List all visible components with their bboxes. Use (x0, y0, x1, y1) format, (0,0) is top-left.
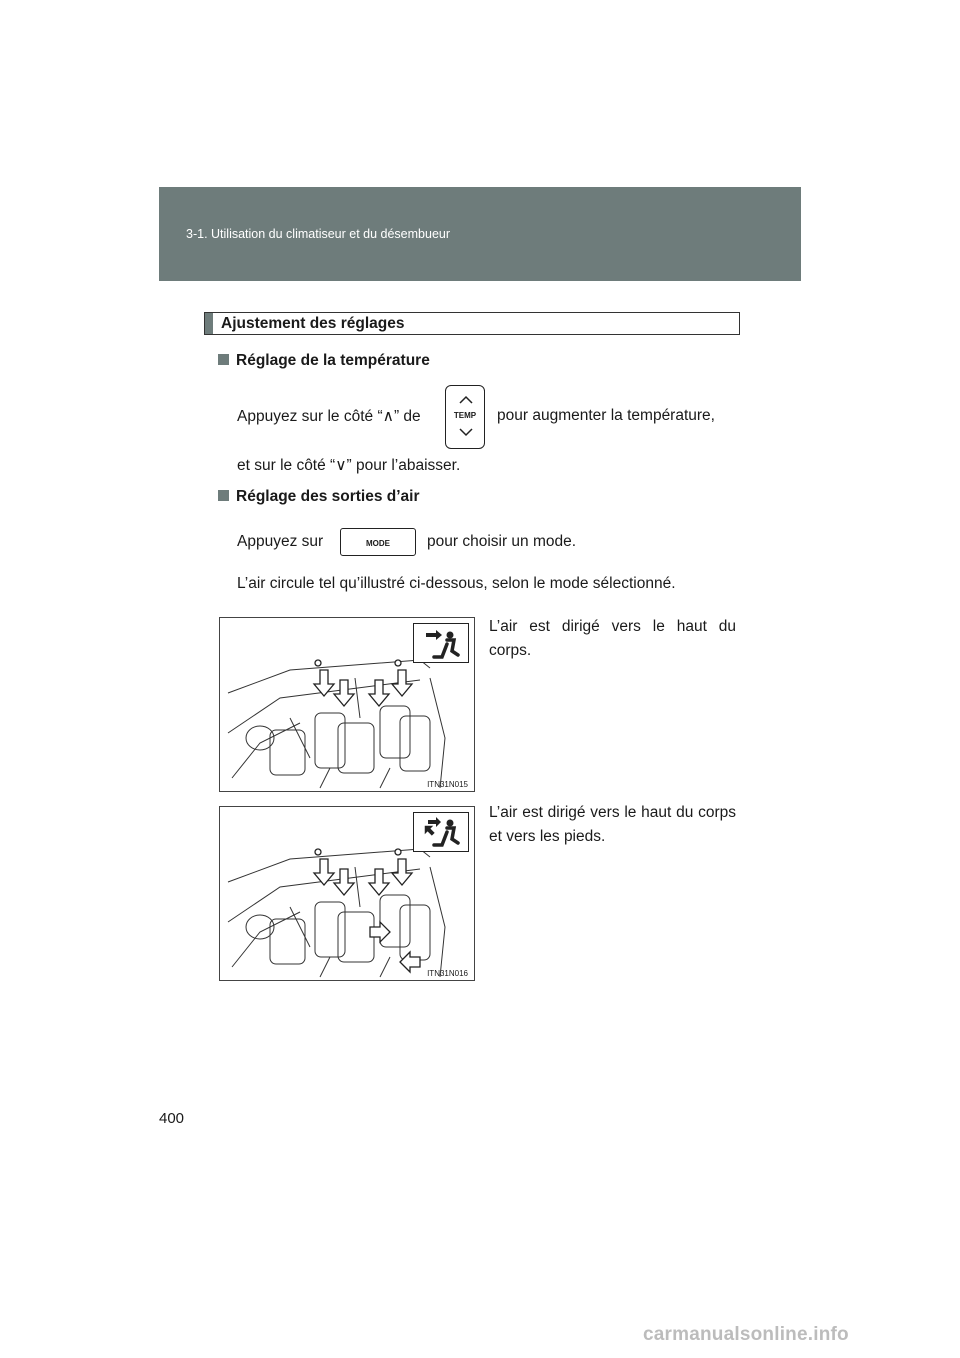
airflow-figure-bi-level (219, 806, 475, 981)
temp-button (445, 385, 485, 449)
upper-body-vent-glyph (414, 624, 468, 662)
bi-level-vent-glyph (414, 813, 468, 851)
air-outlets-heading (218, 488, 420, 506)
bullet-square-icon (218, 354, 229, 365)
bi-level-vent-icon (413, 812, 469, 852)
section-title-marker (205, 313, 213, 334)
chapter-header (159, 187, 801, 281)
bullet-square-icon (218, 490, 229, 501)
airflow-figure-upper-body (219, 617, 475, 792)
figure-code: ITN31N015 (427, 780, 468, 789)
watermark: carmanualsonline.info (643, 1324, 849, 1345)
figure-code: ITN31N016 (427, 969, 468, 978)
figure-caption-bi-level: L’air est dirigé vers le haut du corps et vers les pieds. (489, 804, 736, 845)
mode-button-label: MODE (366, 539, 390, 548)
temperature-instruction-start: Appuyez sur le côté “∧” de (237, 408, 421, 425)
mode-instruction-start: Appuyez sur (237, 533, 324, 550)
section-title: Ajustement des réglages (221, 315, 405, 332)
figure-caption-upper-body: L’air est dirigé vers le haut du corps. (489, 618, 736, 659)
temperature-instruction-end: pour augmenter la température, (497, 407, 715, 424)
temperature-heading-text: Réglage de la température (236, 352, 430, 369)
section-title-box (204, 312, 740, 335)
air-outlets-heading-text: Réglage des sorties d’air (236, 488, 420, 505)
chapter-breadcrumb: 3-1. Utilisation du climatiseur et du désembueur (186, 227, 451, 241)
page-number: 400 (159, 1110, 185, 1127)
temp-button-label: TEMP (453, 411, 477, 420)
mode-instruction-end: pour choisir un mode. (427, 533, 577, 550)
temperature-heading (218, 352, 430, 370)
temperature-instruction-second-line: et sur le côté “∨” pour l’abaisser. (237, 457, 461, 474)
mode-airflow-intro: L’air circule tel qu’illustré ci-dessous, selon le mode sélectionné. (237, 575, 676, 592)
mode-button (340, 528, 416, 556)
upper-body-vent-icon (413, 623, 469, 663)
